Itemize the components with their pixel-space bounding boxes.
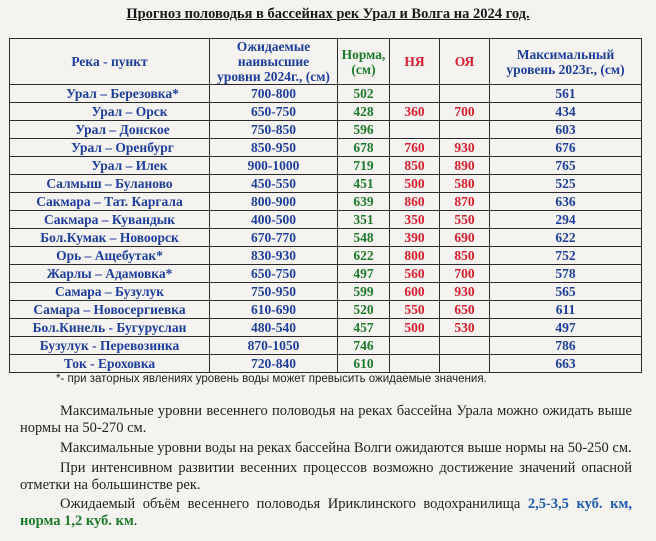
cell-nya: 850: [390, 157, 440, 175]
cell-nya: 500: [390, 319, 440, 337]
cell-river: Урал – Оренбург: [10, 139, 210, 157]
table-row: [10, 85, 642, 103]
cell-river: Урал – Березовка*: [10, 85, 210, 103]
cell-expected: 610-690: [210, 301, 338, 319]
cell-norm: 520: [338, 301, 390, 319]
cell-nya: 860: [390, 193, 440, 211]
reservoir-text: Ожидаемый объём весеннего половодья Ириклинского водохранилища: [60, 496, 528, 512]
cell-expected: 700-800: [210, 85, 338, 103]
cell-norm: 451: [338, 175, 390, 193]
cell-river: Урал – Илек: [10, 157, 210, 175]
cell-oya: [440, 121, 490, 139]
cell-river: Бузулук - Перевозинка: [10, 337, 210, 355]
cell-river: Бол.Кумак – Новоорск: [10, 229, 210, 247]
cell-max2023: 663: [490, 355, 642, 373]
cell-nya: 550: [390, 301, 440, 319]
cell-norm: 497: [338, 265, 390, 283]
cell-max2023: 636: [490, 193, 642, 211]
flood-forecast-table: [9, 38, 642, 373]
cell-oya: 930: [440, 139, 490, 157]
cell-river: Жарлы – Адамовка*: [10, 265, 210, 283]
cell-expected: 450-550: [210, 175, 338, 193]
cell-max2023: 561: [490, 85, 642, 103]
cell-expected: 650-750: [210, 103, 338, 121]
cell-nya: 500: [390, 175, 440, 193]
cell-norm: 596: [338, 121, 390, 139]
cell-nya: 360: [390, 103, 440, 121]
cell-expected: 800-900: [210, 193, 338, 211]
cell-norm: 457: [338, 319, 390, 337]
cell-nya: 600: [390, 283, 440, 301]
cell-expected: 720-840: [210, 355, 338, 373]
paragraph-reservoir-volume: [20, 496, 632, 530]
cell-nya: [390, 337, 440, 355]
cell-oya: [440, 337, 490, 355]
cell-norm: 622: [338, 247, 390, 265]
table-row: [10, 301, 642, 319]
reservoir-volume-value: 2,5-3,5 куб. км,: [527, 496, 632, 512]
cell-expected: 480-540: [210, 319, 338, 337]
header-river: Река - пункт: [10, 39, 210, 85]
header-max2023: Максимальный уровень 2023г., (см): [490, 39, 642, 85]
cell-oya: [440, 85, 490, 103]
table-row: [10, 265, 642, 283]
table-row: [10, 175, 642, 193]
cell-max2023: 622: [490, 229, 642, 247]
cell-oya: 650: [440, 301, 490, 319]
cell-norm: 599: [338, 283, 390, 301]
cell-max2023: 611: [490, 301, 642, 319]
cell-expected: 670-770: [210, 229, 338, 247]
table-row: [10, 139, 642, 157]
cell-expected: 400-500: [210, 211, 338, 229]
cell-river: Бол.Кинель - Бугуруслан: [10, 319, 210, 337]
cell-max2023: 676: [490, 139, 642, 157]
cell-norm: 746: [338, 337, 390, 355]
cell-river: Урал – Донское: [10, 121, 210, 139]
paragraph-ural-levels: Максимальные уровни весеннего половодья на реках бассейна Урала можно ожидать выше нормы на 50-270 см.: [20, 403, 632, 436]
cell-expected: 750-950: [210, 283, 338, 301]
cell-expected: 830-930: [210, 247, 338, 265]
cell-norm: 502: [338, 85, 390, 103]
footnote: *- при заторных явлениях уровень воды может превысить ожидаемые значения.: [56, 373, 487, 385]
cell-max2023: 578: [490, 265, 642, 283]
cell-river: Салмыш – Буланово: [10, 175, 210, 193]
cell-nya: [390, 355, 440, 373]
table-row: [10, 355, 642, 373]
cell-oya: [440, 355, 490, 373]
cell-norm: 428: [338, 103, 390, 121]
header-expected: Ожидаемые наивысшие уровни 2024г., (см): [210, 39, 338, 85]
cell-river: Сакмара – Кувандык: [10, 211, 210, 229]
table-row: [10, 283, 642, 301]
cell-river: Самара – Новосергиевка: [10, 301, 210, 319]
cell-expected: 750-850: [210, 121, 338, 139]
cell-max2023: 434: [490, 103, 642, 121]
cell-oya: 700: [440, 103, 490, 121]
table-row: [10, 337, 642, 355]
table-row: [10, 247, 642, 265]
cell-oya: 890: [440, 157, 490, 175]
cell-nya: 560: [390, 265, 440, 283]
cell-norm: 678: [338, 139, 390, 157]
table-row: [10, 121, 642, 139]
cell-expected: 650-750: [210, 265, 338, 283]
cell-expected: 870-1050: [210, 337, 338, 355]
table-row: [10, 193, 642, 211]
header-norm: Норма, (см): [338, 39, 390, 85]
table-row: [10, 103, 642, 121]
table-row: [10, 229, 642, 247]
cell-norm: 719: [338, 157, 390, 175]
cell-nya: 390: [390, 229, 440, 247]
cell-oya: 690: [440, 229, 490, 247]
cell-oya: 580: [440, 175, 490, 193]
cell-oya: 530: [440, 319, 490, 337]
cell-nya: 760: [390, 139, 440, 157]
cell-max2023: 786: [490, 337, 642, 355]
cell-norm: 639: [338, 193, 390, 211]
cell-norm: 610: [338, 355, 390, 373]
cell-norm: 548: [338, 229, 390, 247]
cell-oya: 550: [440, 211, 490, 229]
cell-river: Сакмара – Тат. Каргала: [10, 193, 210, 211]
header-nya: НЯ: [390, 39, 440, 85]
header-oya: ОЯ: [440, 39, 490, 85]
cell-oya: 930: [440, 283, 490, 301]
cell-river: Орь – Ащебутак*: [10, 247, 210, 265]
cell-river: Ток - Ероховка: [10, 355, 210, 373]
cell-max2023: 565: [490, 283, 642, 301]
table-row: [10, 319, 642, 337]
cell-max2023: 603: [490, 121, 642, 139]
cell-river: Урал – Орск: [10, 103, 210, 121]
cell-oya: 700: [440, 265, 490, 283]
cell-nya: [390, 85, 440, 103]
cell-nya: [390, 121, 440, 139]
document-title: Прогноз половодья в бассейнах рек Урал и Волга на 2024 год.: [126, 6, 530, 22]
cell-max2023: 752: [490, 247, 642, 265]
cell-max2023: 525: [490, 175, 642, 193]
paragraph-volga-levels: Максимальные уровни воды на реках бассейна Волги ожидаются выше нормы на 50-250 см.: [60, 440, 632, 456]
table-header-row: [10, 39, 642, 85]
cell-max2023: 294: [490, 211, 642, 229]
reservoir-end: .: [133, 513, 138, 529]
table-row: [10, 157, 642, 175]
cell-norm: 351: [338, 211, 390, 229]
cell-max2023: 765: [490, 157, 642, 175]
cell-river: Самара – Бузулук: [10, 283, 210, 301]
cell-nya: 800: [390, 247, 440, 265]
paragraph-danger-mark: При интенсивном развитии весенних процессов возможно достижение значений опасной отметки на большинстве рек.: [20, 460, 632, 493]
cell-oya: 850: [440, 247, 490, 265]
cell-max2023: 497: [490, 319, 642, 337]
cell-expected: 850-950: [210, 139, 338, 157]
cell-oya: 870: [440, 193, 490, 211]
reservoir-norm-value: норма 1,2 куб. км: [20, 513, 134, 529]
cell-expected: 900-1000: [210, 157, 338, 175]
cell-nya: 350: [390, 211, 440, 229]
table-row: [10, 211, 642, 229]
